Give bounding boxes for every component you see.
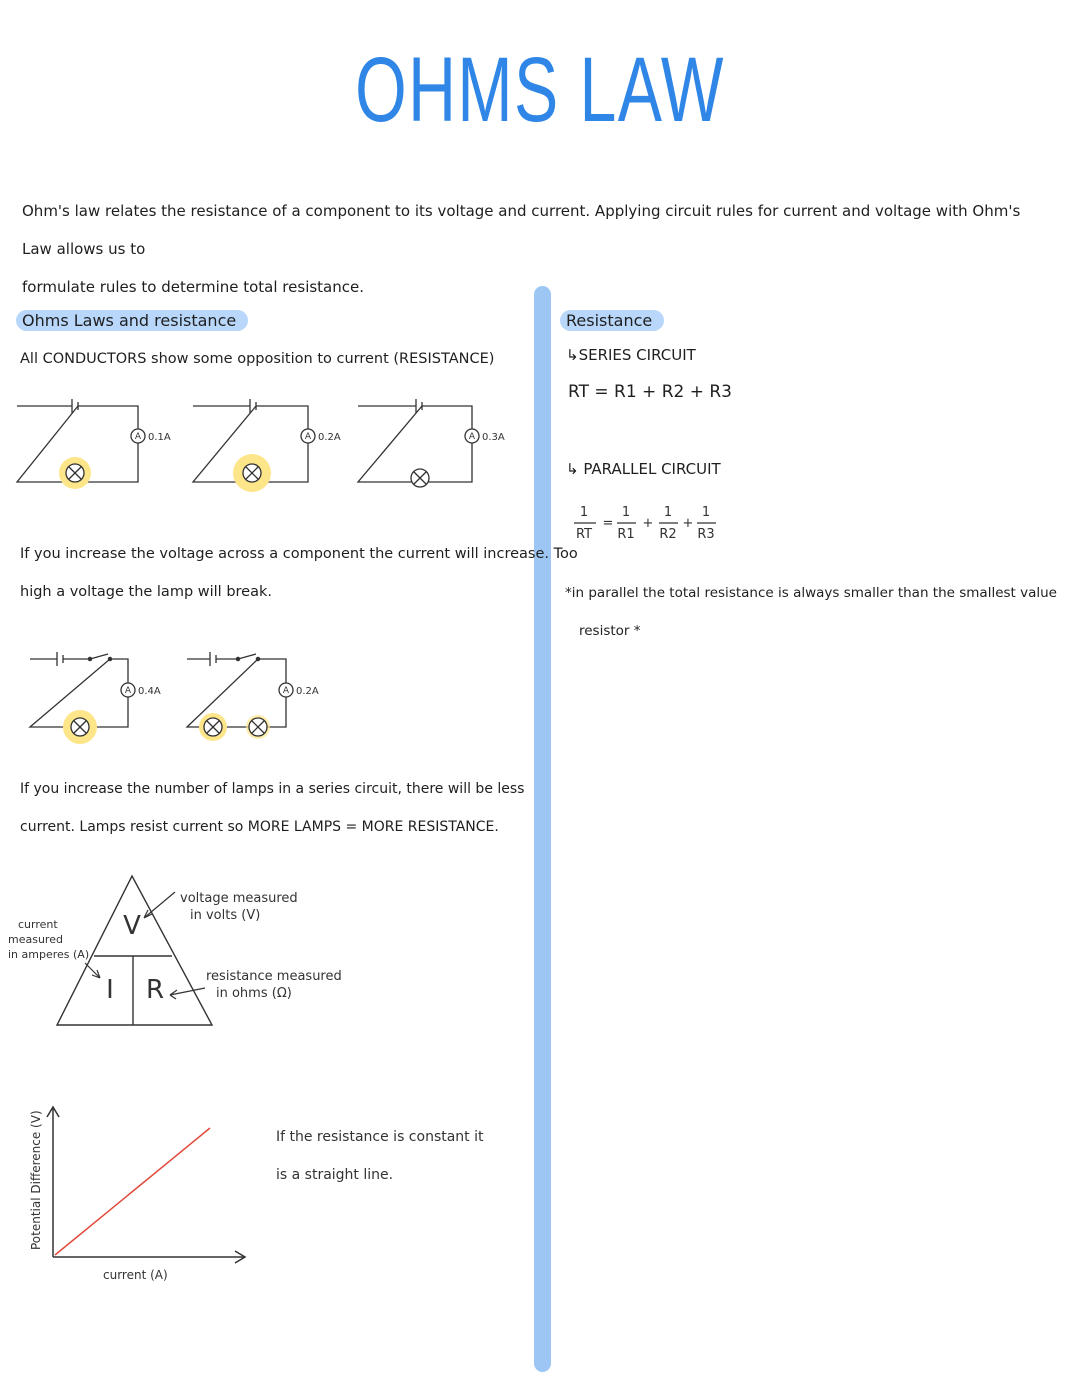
svg-text:+: + [682, 516, 694, 531]
svg-text:=: = [602, 516, 614, 531]
current-label: measured [8, 933, 63, 946]
formula-denominator: R1 [617, 527, 635, 542]
ammeter-reading: 0.1A [148, 432, 171, 443]
right-section-header [560, 310, 664, 331]
graph-note-line-1: If the resistance is constant it [276, 1129, 484, 1145]
ammeter-reading: 0.4A [138, 686, 161, 697]
ammeter-symbol: A [134, 432, 142, 442]
right-header-highlight: Resistance [560, 310, 664, 331]
arrow-icon [170, 988, 205, 999]
parallel-formula [570, 496, 730, 546]
ammeter-symbol: A [468, 432, 476, 442]
left-section-header [16, 310, 248, 331]
ammeter-symbol: A [304, 432, 312, 442]
parallel-note-line-1: *in parallel the total resistance is always smaller than the smallest value [565, 585, 1057, 601]
triangle-i-symbol: I [106, 975, 114, 1005]
series-circuit-label: ↳SERIES CIRCUIT [566, 346, 696, 364]
triangle-v-symbol: V [123, 911, 141, 941]
voltage-line-1: If you increase the voltage across a component the current will increase. Too [20, 546, 578, 562]
lamps-text [20, 770, 524, 846]
ammeter-reading: 0.2A [318, 432, 341, 443]
formula-denominator: RT [575, 527, 593, 542]
formula-numerator: 1 [579, 505, 589, 520]
graph-line [55, 1128, 210, 1255]
triangle-r-symbol: R [145, 975, 165, 1005]
voltage-label: in volts (V) [190, 908, 261, 923]
formula-numerator: 1 [621, 505, 631, 520]
svg-text:+: + [642, 516, 654, 531]
formula-denominator: R2 [659, 527, 677, 542]
ammeter-reading: 0.3A [482, 432, 505, 443]
conductors-text: All CONDUCTORS show some opposition to current (RESISTANCE) [20, 351, 495, 367]
page-title: OHMS LAW [355, 39, 725, 141]
ammeter-symbol: A [282, 686, 290, 696]
lamps-line-2: current. Lamps resist current so MORE LAMPS = MORE RESISTANCE. [20, 819, 499, 835]
voltage-line-2: high a voltage the lamp will break. [20, 584, 272, 600]
formula-denominator: R3 [697, 527, 715, 542]
lamps-line-1: If you increase the number of lamps in a series circuit, there will be less [20, 781, 525, 797]
circuit-diagrams-row-1 [0, 390, 530, 500]
y-axis-label: Potential Difference (V) [29, 1110, 43, 1250]
intro-line-2: formulate rules to determine total resistance. [22, 278, 364, 296]
parallel-circuit-label: ↳ PARALLEL CIRCUIT [566, 460, 721, 478]
voltage-current-graph [0, 1095, 520, 1295]
left-header-highlight: Ohms Laws and resistance [16, 310, 248, 331]
ammeter-reading: 0.2A [296, 686, 319, 697]
ammeter-symbol: A [124, 686, 132, 696]
current-label: in amperes (A) [8, 948, 90, 961]
resistance-label: in ohms (Ω) [216, 986, 292, 1001]
intro-line-1: Ohm's law relates the resistance of a component to its voltage and current. Applying circuit rules for current and voltage with Ohm's Law allows us to [22, 202, 1021, 258]
x-axis-label: current (A) [103, 1268, 168, 1282]
series-formula: RT = R1 + R2 + R3 [568, 382, 732, 402]
current-label: current [18, 918, 58, 931]
ohms-law-triangle [0, 868, 360, 1038]
parallel-note [565, 574, 1065, 650]
circuit-diagrams-row-2 [0, 645, 330, 745]
resistance-label: resistance measured [206, 969, 342, 984]
voltage-label: voltage measured [180, 891, 298, 906]
formula-numerator: 1 [663, 505, 673, 520]
column-divider [534, 286, 551, 1372]
voltage-text [20, 535, 578, 611]
arrow-icon [85, 963, 100, 978]
parallel-note-line-2: resistor * [579, 623, 641, 639]
formula-numerator: 1 [701, 505, 711, 520]
arrow-icon [144, 892, 175, 918]
graph-note-line-2: is a straight line. [276, 1167, 394, 1183]
